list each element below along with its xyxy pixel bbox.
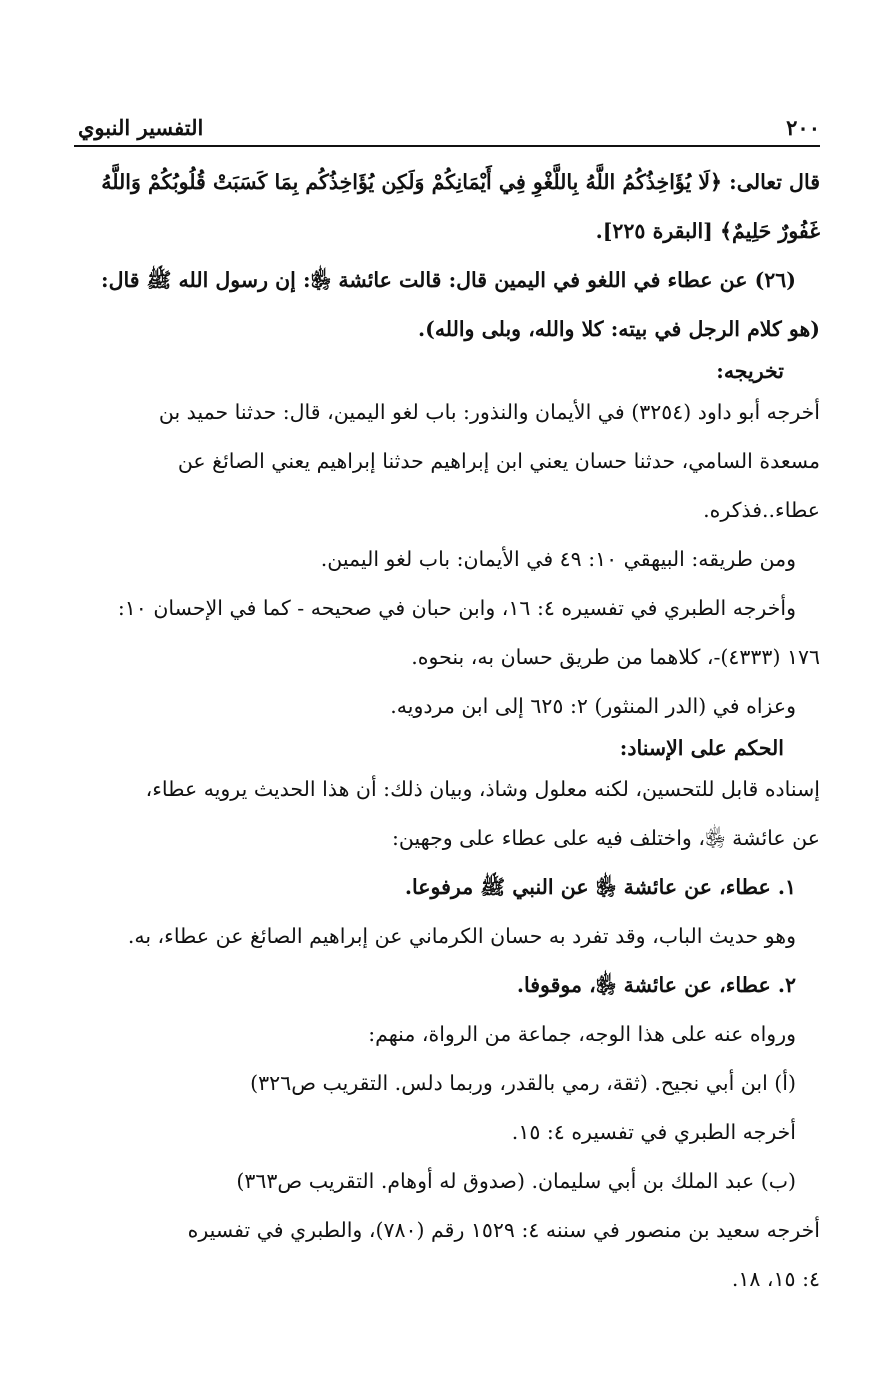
verse-line: قال تعالى: ﴿لَا يُؤَاخِذُكُمُ اللَّهُ بِاللَّغْوِ فِي أَيْمَانِكُمْ وَلَكِن يُؤَاخِذُكُم بِمَا كَسَبَتْ قُلُوبُكُمْ وَاللَّهُ: [101, 170, 820, 194]
paragraph-line: ورواه عنه على هذا الوجه، جماعة من الرواة، منهم:: [368, 1022, 796, 1046]
paragraph-line: إسناده قابل للتحسين، لكنه معلول وشاذ، وبيان ذلك: أن هذا الحديث يرويه عطاء،: [145, 777, 820, 801]
page-header: [74, 115, 820, 147]
list-item: ١. عطاء، عن عائشة ﵂ عن النبي ﷺ مرفوعا.: [404, 875, 796, 899]
paragraph-line: ومن طريقه: البيهقي ١٠: ٤٩ في الأيمان: باب لغو اليمين.: [320, 547, 796, 571]
page-number: ٢٠٠: [786, 115, 820, 140]
paragraph-line: وأخرجه الطبري في تفسيره ٤: ١٦، وابن حبان في صحيحه - كما في الإحسان ١٠:: [117, 596, 796, 620]
hadith-text: (هو كلام الرجل في بيته: كلا والله، وبلى والله).: [417, 317, 820, 341]
paragraph-line: وعزاه في (الدر المنثور) ٢: ٦٢٥ إلى ابن مردويه.: [390, 694, 796, 718]
section-heading-takhrij: تخريجه:: [716, 359, 784, 383]
paragraph-line: مسعدة السامي، حدثنا حسان يعني ابن إبراهيم حدثنا إبراهيم يعني الصائغ عن: [177, 449, 820, 473]
paragraph-line: أخرجه أبو داود (٣٢٥٤) في الأيمان والنذور: باب لغو اليمين، قال: حدثنا حميد بن: [158, 400, 820, 424]
paragraph-line: عطاء..فذكره.: [703, 498, 820, 522]
verse-line: غَفُورٌ حَلِيمٌ﴾ [البقرة ٢٢٥].: [595, 219, 820, 243]
paragraph-line: عن عائشة ﵂، واختلف فيه على عطاء على وجهين:: [391, 826, 820, 850]
paragraph-line: ٤: ١٥، ١٨.: [731, 1267, 820, 1291]
page-body: [74, 158, 820, 1304]
list-item: ٢. عطاء، عن عائشة ﵂، موقوفا.: [516, 973, 796, 997]
paragraph-line: أخرجه الطبري في تفسيره ٤: ١٥.: [511, 1120, 796, 1144]
hadith-text: (٢٦) عن عطاء في اللغو في اليمين قال: قالت عائشة ﵂: إن رسول الله ﷺ قال:: [101, 268, 796, 292]
paragraph-line: ١٧٦ (٤٣٣٣)-، كلاهما من طريق حسان به، بنحوه.: [411, 645, 820, 669]
section-heading-hukm: الحكم على الإسناد:: [619, 736, 784, 760]
list-item: (أ) ابن أبي نجيح. (ثقة، رمي بالقدر، وربما دلس. التقريب ص٣٢٦): [250, 1071, 796, 1095]
paragraph-line: وهو حديث الباب، وقد تفرد به حسان الكرماني عن إبراهيم الصائغ عن عطاء، به.: [127, 924, 796, 948]
list-item: (ب) عبد الملك بن أبي سليمان. (صدوق له أوهام. التقريب ص٣٦٣): [236, 1169, 796, 1193]
paragraph-line: أخرجه سعيد بن منصور في سننه ٤: ١٥٢٩ رقم (٧٨٠)، والطبري في تفسيره: [187, 1218, 820, 1242]
running-title: التفسير النبوي: [78, 115, 204, 140]
